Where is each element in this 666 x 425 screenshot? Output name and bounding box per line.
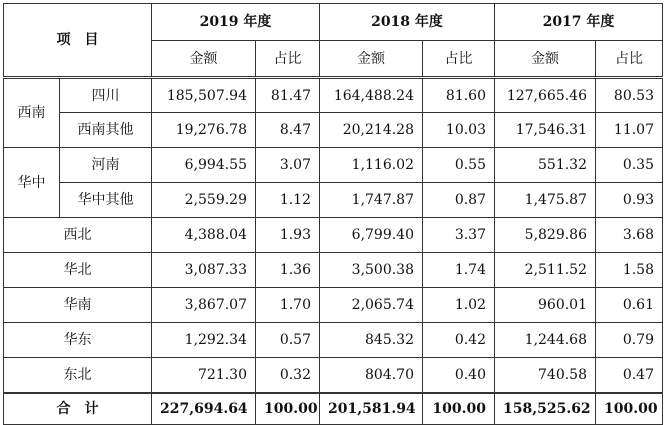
ratio-2017: 3.68 (596, 218, 663, 253)
amount-2019: 1,292.34 (152, 323, 256, 358)
ratio-2019: 1.36 (256, 253, 320, 288)
amount-2018: 20,214.28 (320, 113, 423, 148)
total-ratio-2017: 100.00 (596, 393, 663, 425)
table-row (4, 253, 663, 288)
amount-2019: 721.30 (152, 358, 256, 393)
table-row (4, 148, 663, 183)
amount-header: 金额 (495, 41, 596, 78)
total-row (4, 393, 663, 425)
row-label: 华东 (4, 323, 152, 358)
amount-2018: 3,500.38 (320, 253, 423, 288)
ratio-2017: 11.07 (596, 113, 663, 148)
ratio-2017: 0.61 (596, 288, 663, 323)
row-label: 华北 (4, 253, 152, 288)
total-label: 合 计 (4, 393, 152, 425)
amount-2017: 551.32 (495, 148, 596, 183)
ratio-2017: 0.79 (596, 323, 663, 358)
amount-2018: 804.70 (320, 358, 423, 393)
revenue-by-region-table (3, 3, 663, 425)
total-ratio-2018: 100.00 (423, 393, 495, 425)
total-amount-2019: 227,694.64 (152, 393, 256, 425)
ratio-2018: 81.60 (423, 78, 495, 113)
table-row (4, 113, 663, 148)
total-amount-2018: 201,581.94 (320, 393, 423, 425)
table-row (4, 323, 663, 358)
table-row (4, 78, 663, 113)
table-row (4, 288, 663, 323)
region-label-southwest: 西南 (4, 78, 60, 148)
ratio-2017: 0.47 (596, 358, 663, 393)
ratio-2018: 0.55 (423, 148, 495, 183)
table-row (4, 218, 663, 253)
region-label-central: 华中 (4, 148, 60, 218)
amount-2017: 740.58 (495, 358, 596, 393)
amount-2018: 1,747.87 (320, 183, 423, 218)
amount-2017: 17,546.31 (495, 113, 596, 148)
row-label: 河南 (60, 148, 152, 183)
ratio-2019: 1.70 (256, 288, 320, 323)
year-header-2017: 2017 年度 (495, 4, 663, 41)
amount-2019: 19,276.78 (152, 113, 256, 148)
ratio-2017: 1.58 (596, 253, 663, 288)
item-header: 项 目 (4, 4, 152, 78)
amount-2019: 3,087.33 (152, 253, 256, 288)
amount-header: 金额 (152, 41, 256, 78)
ratio-2017: 80.53 (596, 78, 663, 113)
amount-header: 金额 (320, 41, 423, 78)
ratio-2017: 0.93 (596, 183, 663, 218)
amount-2017: 960.01 (495, 288, 596, 323)
ratio-2019: 3.07 (256, 148, 320, 183)
amount-2019: 2,559.29 (152, 183, 256, 218)
ratio-2018: 0.42 (423, 323, 495, 358)
ratio-2019: 0.57 (256, 323, 320, 358)
ratio-2018: 1.74 (423, 253, 495, 288)
ratio-2019: 1.12 (256, 183, 320, 218)
ratio-2018: 1.02 (423, 288, 495, 323)
year-header-2018: 2018 年度 (320, 4, 495, 41)
ratio-2019: 0.32 (256, 358, 320, 393)
ratio-2017: 0.35 (596, 148, 663, 183)
ratio-2019: 1.93 (256, 218, 320, 253)
row-label: 华南 (4, 288, 152, 323)
ratio-2018: 10.03 (423, 113, 495, 148)
amount-2018: 1,116.02 (320, 148, 423, 183)
amount-2017: 5,829.86 (495, 218, 596, 253)
amount-2017: 1,475.87 (495, 183, 596, 218)
ratio-2019: 8.47 (256, 113, 320, 148)
table-row (4, 183, 663, 218)
ratio-2018: 0.40 (423, 358, 495, 393)
amount-2019: 3,867.07 (152, 288, 256, 323)
year-header-2019: 2019 年度 (152, 4, 320, 41)
table-row (4, 358, 663, 393)
row-label: 四川 (60, 78, 152, 113)
amount-2019: 4,388.04 (152, 218, 256, 253)
ratio-2019: 81.47 (256, 78, 320, 113)
row-label: 西南其他 (60, 113, 152, 148)
ratio-header: 占比 (596, 41, 663, 78)
total-amount-2017: 158,525.62 (495, 393, 596, 425)
amount-2019: 6,994.55 (152, 148, 256, 183)
row-label: 东北 (4, 358, 152, 393)
amount-2017: 2,511.52 (495, 253, 596, 288)
amount-2019: 185,507.94 (152, 78, 256, 113)
amount-2018: 164,488.24 (320, 78, 423, 113)
ratio-2018: 3.37 (423, 218, 495, 253)
row-label: 华中其他 (60, 183, 152, 218)
amount-2018: 2,065.74 (320, 288, 423, 323)
amount-2017: 1,244.68 (495, 323, 596, 358)
ratio-2018: 0.87 (423, 183, 495, 218)
row-label: 西北 (4, 218, 152, 253)
ratio-header: 占比 (423, 41, 495, 78)
total-ratio-2019: 100.00 (256, 393, 320, 425)
amount-2018: 6,799.40 (320, 218, 423, 253)
ratio-header: 占比 (256, 41, 320, 78)
amount-2018: 845.32 (320, 323, 423, 358)
amount-2017: 127,665.46 (495, 78, 596, 113)
